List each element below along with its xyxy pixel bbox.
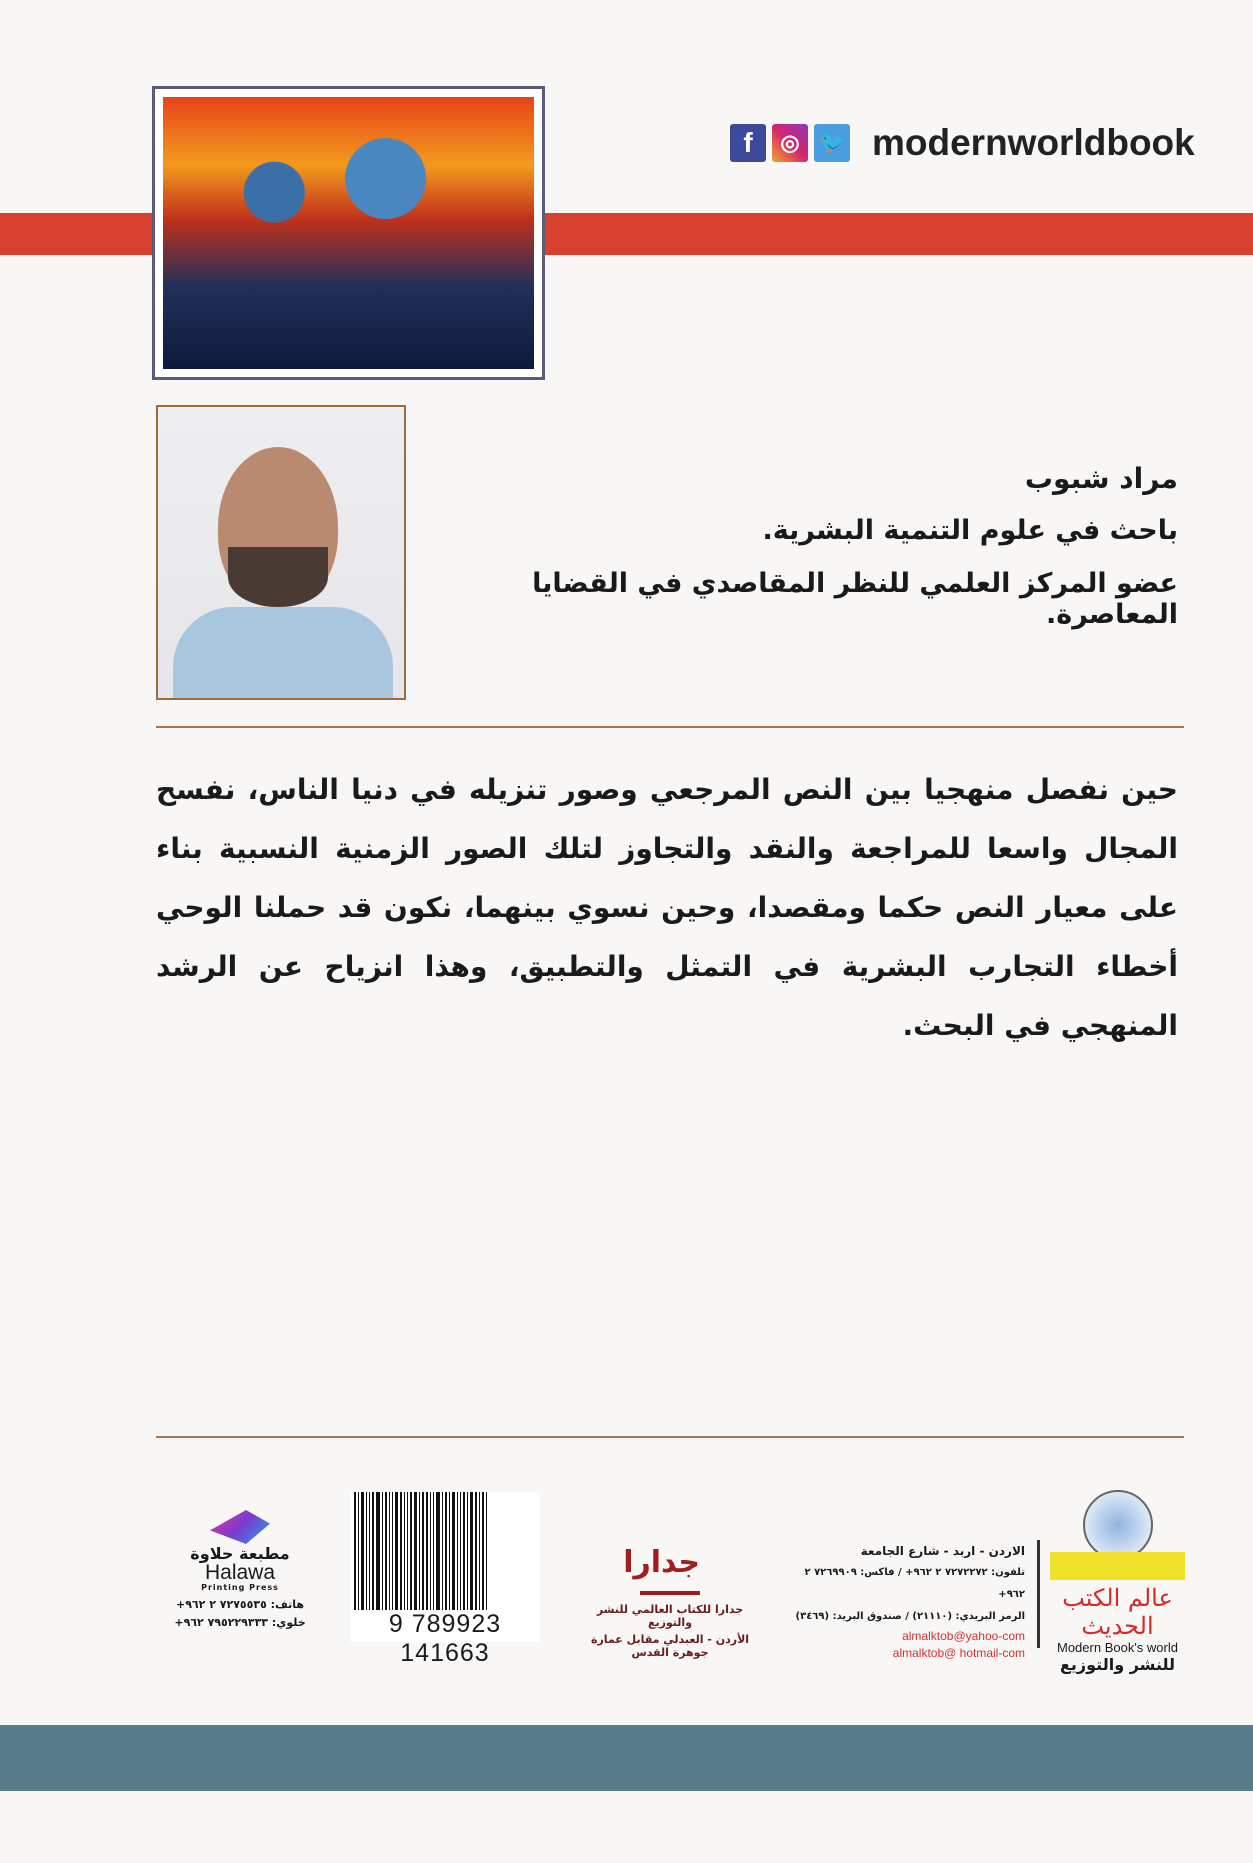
social-handle: modernworldbook bbox=[872, 122, 1195, 163]
publisher-postal: الرمز البريدي: (٢١١١٠) / صندوق البريد: (٣٤٦٩) bbox=[795, 1611, 1025, 1622]
divider bbox=[156, 726, 1184, 728]
publisher-email[interactable]: almalktob@ hotmail-com bbox=[892, 1646, 1025, 1660]
barcode-bar bbox=[470, 1492, 473, 1610]
barcode-bar bbox=[442, 1492, 443, 1610]
printer-subtitle: Printing Press bbox=[201, 1583, 279, 1592]
barcode-bar bbox=[389, 1492, 390, 1610]
distributor-name: جدارا للكتاب العالمي للنشر والتوزيع bbox=[596, 1603, 744, 1629]
globe-icon bbox=[1083, 1490, 1153, 1560]
barcode-bar bbox=[358, 1492, 359, 1610]
cover-painting bbox=[152, 86, 545, 380]
publisher-name-ar: عالم الكتب الحديث bbox=[1062, 1584, 1173, 1640]
barcode-bar bbox=[376, 1492, 380, 1610]
distributor-logo: جدارا bbox=[640, 1545, 700, 1595]
barcode-bar bbox=[426, 1492, 428, 1610]
printer-block bbox=[165, 1510, 315, 1632]
distributor-block bbox=[580, 1545, 760, 1659]
bottom-band bbox=[0, 1725, 1253, 1791]
author-info bbox=[478, 462, 1178, 652]
barcode-bar bbox=[404, 1492, 405, 1610]
barcode-bar bbox=[482, 1492, 484, 1610]
barcode-bars bbox=[354, 1492, 536, 1610]
publisher-address: الاردن - اربد - شارع الجامعة bbox=[860, 1544, 1025, 1558]
isbn-barcode bbox=[350, 1492, 540, 1667]
instagram-icon: ◎ bbox=[772, 124, 808, 162]
author-bio-line: عضو المركز العلمي للنظر المقاصدي في القضايا المعاصرة. bbox=[532, 568, 1178, 630]
barcode-bar bbox=[369, 1492, 370, 1610]
publisher-contact bbox=[790, 1540, 1025, 1662]
author-photo bbox=[156, 405, 406, 700]
printer-name-ar: مطبعة حلاوة bbox=[190, 1544, 290, 1563]
publisher-divider bbox=[1037, 1540, 1040, 1648]
blurb-text: حين نفصل منهجيا بين النص المرجعي وصور تنزيله في دنيا الناس، نفسح المجال واسعا للمراجعة والنقد والتجاوز لتلك الصور الزمنية النسبية بناء على معيار النص حكما ومقصدا، وحين نسوي بينهما، نكون قد حملنا الوحي أخطاء التجارب البشرية في التمثل والتطبيق، وهذا انزياح عن الرشد المنهجي في البحث. bbox=[156, 773, 1178, 1042]
barcode-bar bbox=[479, 1492, 480, 1610]
barcode-bar bbox=[430, 1492, 431, 1610]
barcode-bar bbox=[419, 1492, 420, 1610]
barcode-bar bbox=[445, 1492, 447, 1610]
barcode-bar bbox=[395, 1492, 398, 1610]
barcode-bar bbox=[400, 1492, 402, 1610]
publisher-logo bbox=[1050, 1490, 1185, 1674]
twitter-icon: 🐦 bbox=[814, 124, 850, 162]
printer-name-en: Halawa bbox=[204, 1561, 276, 1584]
barcode-bar bbox=[449, 1492, 450, 1610]
barcode-bar bbox=[361, 1492, 364, 1610]
isbn-number: 9 789923 141663 bbox=[388, 1610, 502, 1667]
barcode-bar bbox=[463, 1492, 465, 1610]
open-book-icon bbox=[1050, 1552, 1185, 1580]
barcode-bar bbox=[422, 1492, 424, 1610]
barcode-bar bbox=[486, 1492, 487, 1610]
printer-phone: هاتف: ٧٢٧٥٥٣٥ ٢ ٩٦٢+ bbox=[176, 1598, 304, 1611]
barcode-bar bbox=[452, 1492, 455, 1610]
barcode-bar bbox=[407, 1492, 408, 1610]
author-name: مراد شبوب bbox=[1024, 462, 1178, 495]
publisher-tagline: للنشر والتوزيع bbox=[1059, 1655, 1176, 1674]
publisher-phone: تلفون: ٧٢٧٢٢٧٢ ٢ ٩٦٢+ / فاكس: ٧٢٦٩٩٠٩ ٢ ٩٦٢+ bbox=[804, 1567, 1025, 1600]
barcode-bar bbox=[457, 1492, 458, 1610]
publisher-name-en: Modern Book's world bbox=[1057, 1640, 1178, 1655]
barcode-bar bbox=[382, 1492, 383, 1610]
divider bbox=[156, 1436, 1184, 1438]
publisher-block bbox=[795, 1490, 1185, 1674]
distributor-address: الأردن - العبدلي مقابل عمارة جوهرة القدس bbox=[590, 1633, 750, 1659]
social-links bbox=[730, 122, 1195, 164]
barcode-bar bbox=[385, 1492, 387, 1610]
barcode-bar bbox=[433, 1492, 434, 1610]
barcode-bar bbox=[467, 1492, 468, 1610]
barcode-bar bbox=[414, 1492, 417, 1610]
pegasus-logo-icon bbox=[210, 1510, 270, 1544]
printer-mobile: خلوي: ٧٩٥٢٢٩٣٣٣ ٩٦٢+ bbox=[174, 1616, 306, 1629]
author-bio-line: باحث في علوم التنمية البشرية. bbox=[762, 515, 1178, 546]
barcode-bar bbox=[460, 1492, 461, 1610]
barcode-bar bbox=[392, 1492, 393, 1610]
facebook-icon: f bbox=[730, 124, 766, 162]
publisher-email[interactable]: almalktob@yahoo-com bbox=[902, 1629, 1025, 1643]
barcode-bar bbox=[410, 1492, 412, 1610]
painting-image bbox=[163, 97, 534, 369]
barcode-bar bbox=[372, 1492, 374, 1610]
barcode-bar bbox=[475, 1492, 477, 1610]
barcode-bar bbox=[436, 1492, 440, 1610]
barcode-bar bbox=[354, 1492, 356, 1610]
barcode-bar bbox=[366, 1492, 367, 1610]
